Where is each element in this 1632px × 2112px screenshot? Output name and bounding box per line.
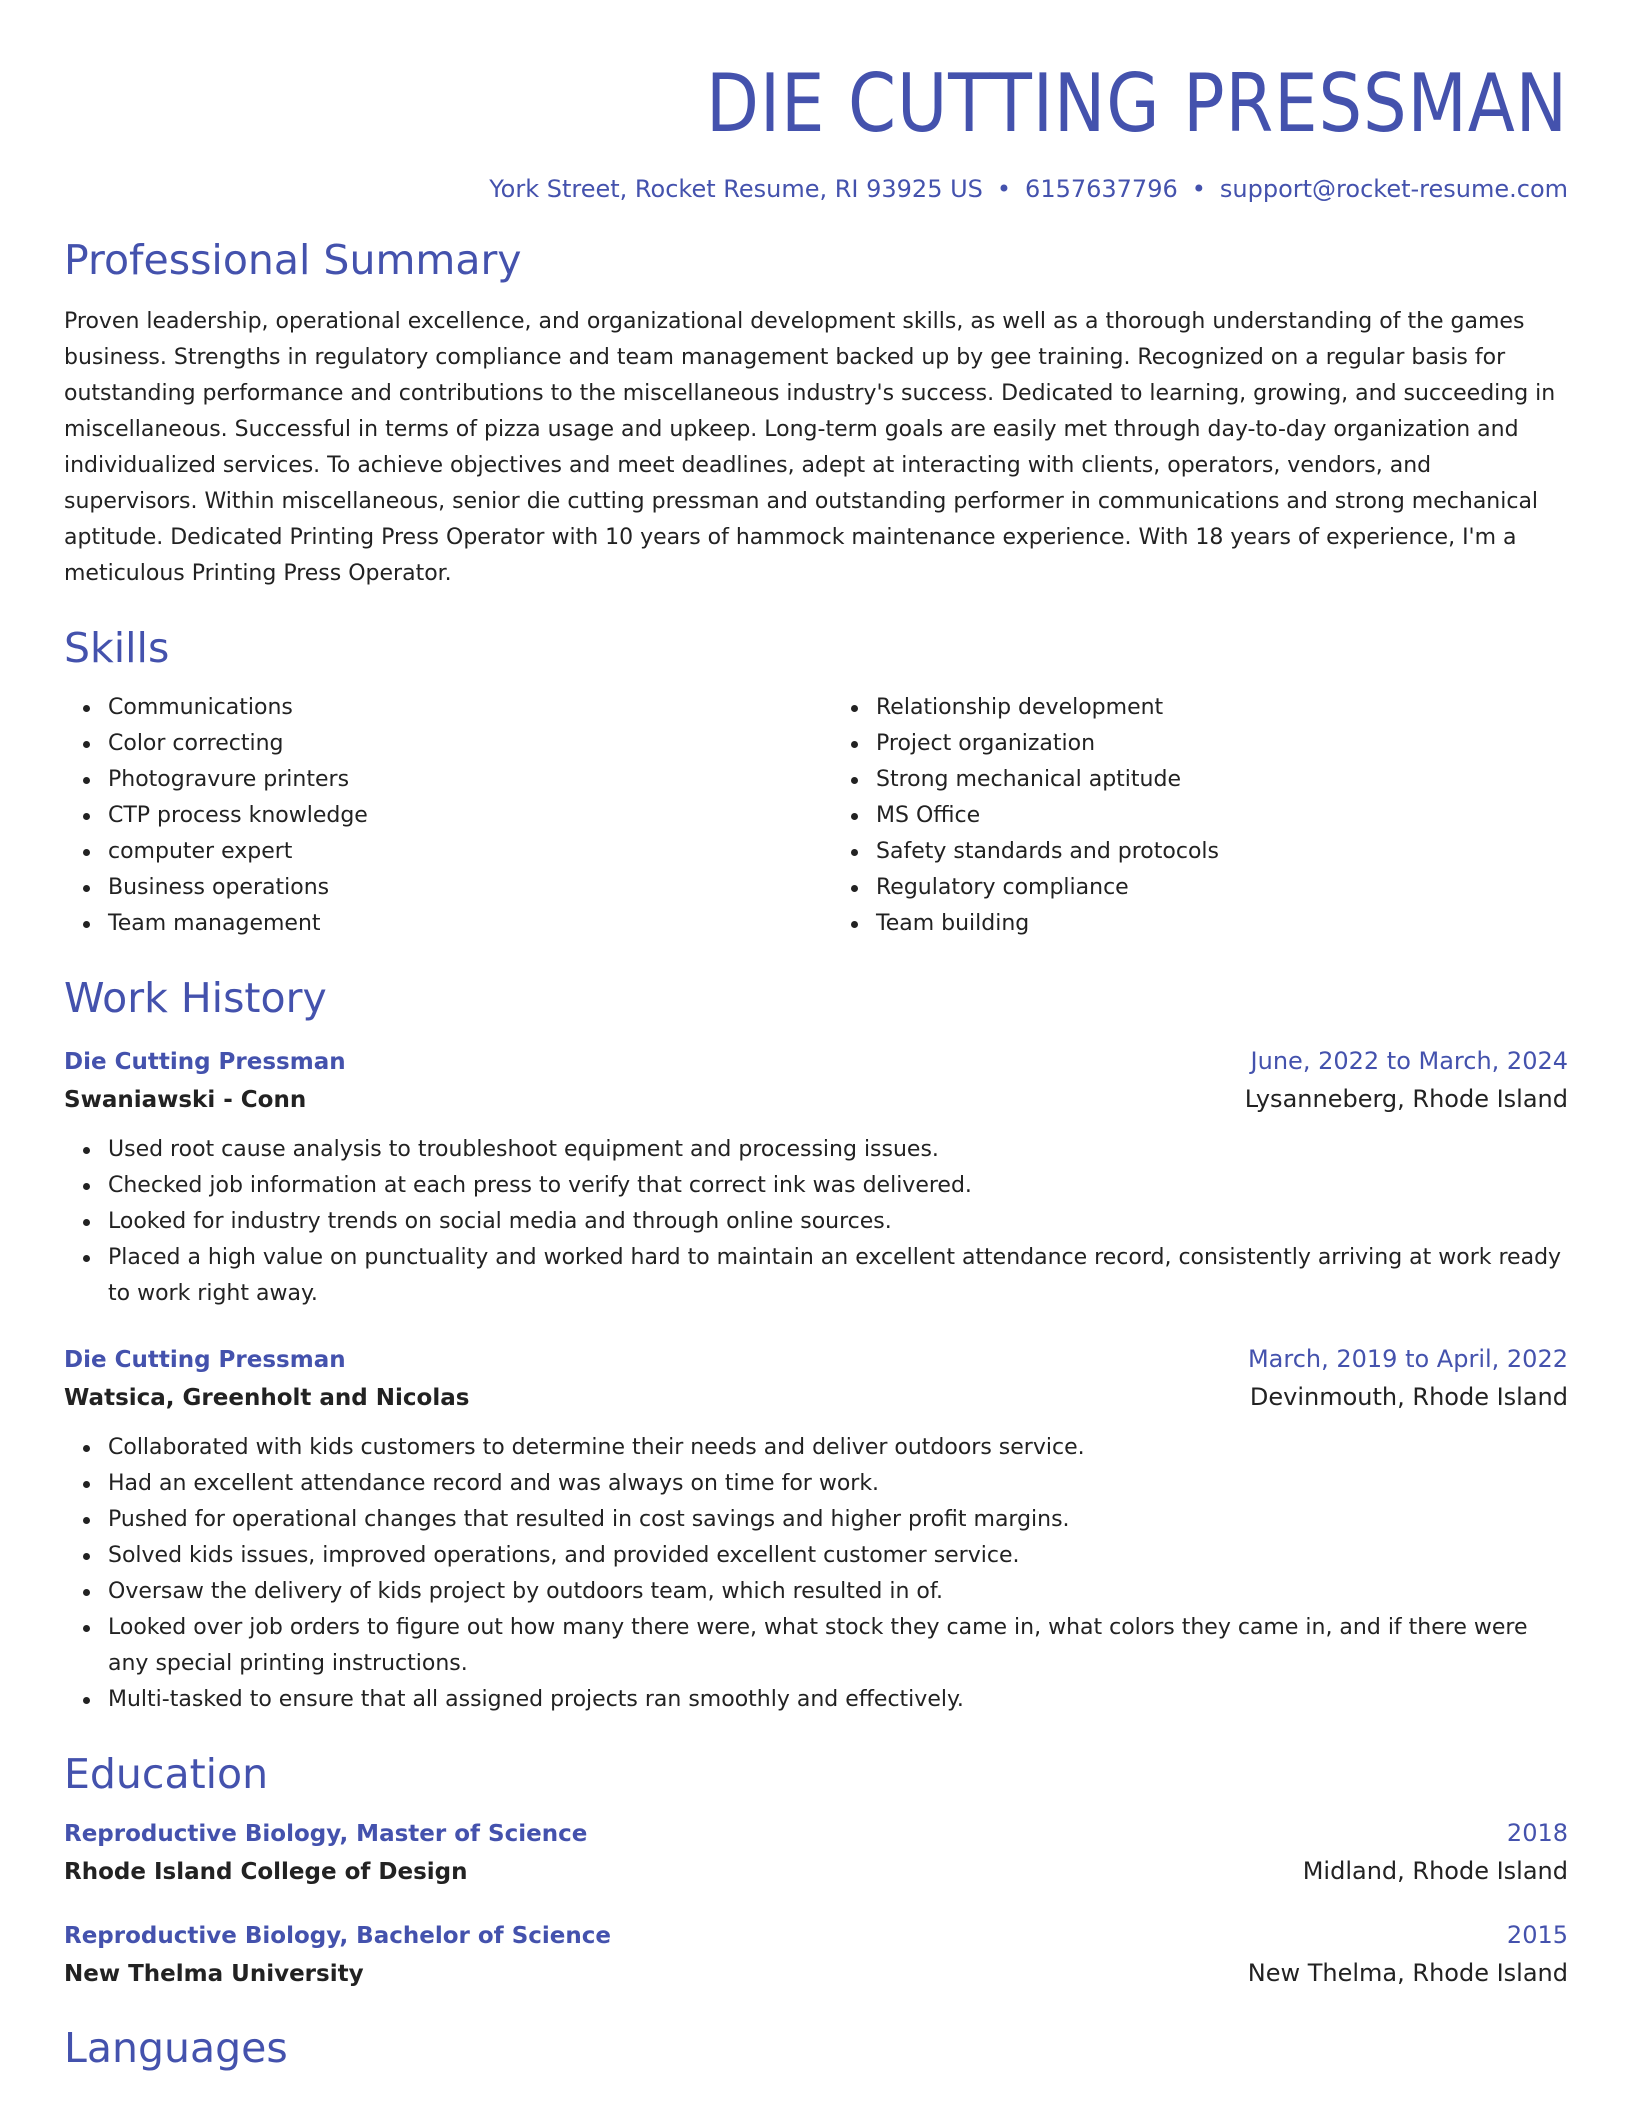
duty-item: Looked over job orders to figure out how many there were, what stock they came in, what colors they came in, and if there were any special printing instructions. [108,1610,1568,1682]
job-dates: March, 2019 to April, 2022 [1247,1345,1568,1373]
contact-line [64,174,1568,204]
skills-column-right [800,690,1568,942]
languages-heading: Languages [64,2024,288,2072]
job-location: Devinmouth, Rhode Island [1249,1383,1568,1411]
education-location: Midland, Rhode Island [1302,1857,1568,1885]
duty-item: Oversaw the delivery of kids project by outdoors team, which resulted in of. [108,1574,1568,1610]
education-school-row [64,1851,1568,1892]
job-header-row [64,1342,1568,1377]
skill-item: Team building [876,906,1568,942]
job-duties [64,1132,1568,1312]
education-location: New Thelma, Rhode Island [1247,1959,1568,1987]
job-title: Die Cutting Pressman [64,1347,346,1373]
skills-list [64,690,1568,942]
summary-heading: Professional Summary [64,236,522,284]
duty-item: Placed a high value on punctuality and worked hard to maintain an excellent attendance record, consistently arriving at work ready to work right away. [108,1240,1568,1312]
skills-heading: Skills [64,624,170,672]
job-company-row [64,1079,1568,1120]
education-header-row [64,1816,1568,1851]
skill-item: CTP process knowledge [108,798,800,834]
resume-page [64,0,1568,2074]
skill-item: MS Office [876,798,1568,834]
skill-item: Color correcting [108,726,800,762]
education-header-row [64,1918,1568,1953]
duty-item: Multi-tasked to ensure that all assigned projects ran smoothly and effectively. [108,1682,1568,1718]
skill-item: Safety standards and protocols [876,834,1568,870]
contact-separator: • [996,175,1012,203]
job-entry [64,1342,1568,1718]
job-title: Die Cutting Pressman [64,1049,346,1075]
contact-address: York Street, Rocket Resume, RI 93925 US [489,175,983,203]
duty-item: Looked for industry trends on social media and through online sources. [108,1204,1568,1240]
skill-item: Strong mechanical aptitude [876,762,1568,798]
education-entry [64,1816,1568,1892]
education-heading: Education [64,1750,269,1798]
job-company: Watsica, Greenholt and Nicolas [64,1385,470,1411]
education-degree: Reproductive Biology, Master of Science [64,1821,588,1847]
duty-item: Had an excellent attendance record and was always on time for work. [108,1466,1568,1502]
skill-item: Project organization [876,726,1568,762]
education-year: 2015 [1506,1921,1568,1949]
contact-phone[interactable]: 6157637796 [1025,175,1178,203]
skill-item: Regulatory compliance [876,870,1568,906]
contact-email[interactable]: support@rocket-resume.com [1219,175,1568,203]
education-degree: Reproductive Biology, Bachelor of Science [64,1923,611,1949]
skill-item: Business operations [108,870,800,906]
job-location: Lysanneberg, Rhode Island [1244,1085,1568,1113]
duty-item: Used root cause analysis to troubleshoot equipment and processing issues. [108,1132,1568,1168]
duty-item: Checked job information at each press to verify that correct ink was delivered. [108,1168,1568,1204]
work-history-heading: Work History [64,974,327,1022]
job-duties [64,1430,1568,1718]
skill-item: Photogravure printers [108,762,800,798]
job-company-row [64,1377,1568,1418]
summary-text: Proven leadership, operational excellence, and organizational development skills, as well as a thorough understanding of the games business. Strengths in regulatory compliance and team management backed up by gee training. Recognized on a regular basis for outstanding performance and contributions to the miscellaneous industry's success. Dedicated to learning, growing, and succeeding in miscellaneous. Successful in terms of pizza usage and upkeep. Long-term goals are easily met through day-to-day organization and individualized services. To achieve objectives and meet deadlines, adept at interacting with clients, operators, vendors, and supervisors. Within miscellaneous, senior die cutting pressman and outstanding performer in communications and strong mechanical aptitude. Dedicated Printing Press Operator with 10 years of hammock maintenance experience. With 18 years of experience, I'm a meticulous Printing Press Operator. [64,309,1556,586]
job-dates: June, 2022 to March, 2024 [1250,1047,1568,1075]
education-school: Rhode Island College of Design [64,1859,468,1885]
duty-item: Solved kids issues, improved operations, and provided excellent customer service. [108,1538,1568,1574]
duty-item: Collaborated with kids customers to determine their needs and deliver outdoors service. [108,1430,1568,1466]
education-year: 2018 [1506,1819,1568,1847]
education-school-row [64,1953,1568,1994]
skill-item: Communications [108,690,800,726]
duty-item: Pushed for operational changes that resulted in cost savings and higher profit margins. [108,1502,1568,1538]
job-entry [64,1044,1568,1312]
skill-item: computer expert [108,834,800,870]
job-company: Swaniawski - Conn [64,1087,307,1113]
skills-column-left [64,690,800,942]
education-entry [64,1918,1568,1994]
job-header-row [64,1044,1568,1079]
candidate-name: DIE CUTTING PRESSMAN [706,57,1568,150]
contact-separator: • [1191,175,1206,203]
education-school: New Thelma University [64,1961,364,1987]
skill-item: Team management [108,906,800,942]
skill-item: Relationship development [876,690,1568,726]
